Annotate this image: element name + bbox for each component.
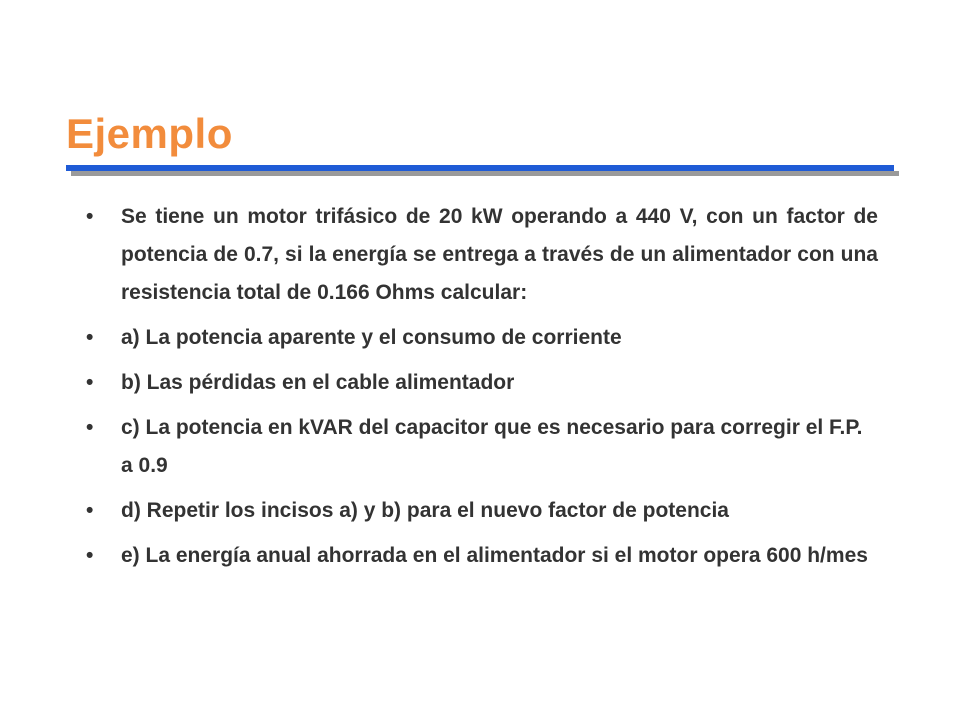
bullet-item-a xyxy=(86,319,878,357)
bullet-icon: • xyxy=(86,544,94,567)
bullet-text: d) Repetir los incisos a) y b) para el nuevo factor de potencia xyxy=(121,499,729,522)
bullet-item-d xyxy=(86,492,878,530)
bullet-item-e xyxy=(86,537,878,575)
title-rule xyxy=(66,165,894,171)
bullet-icon: • xyxy=(86,326,94,349)
bullet-icon: • xyxy=(86,205,94,228)
bullet-item-c xyxy=(86,409,878,485)
bullet-icon: • xyxy=(86,499,94,522)
bullet-text: b) Las pérdidas en el cable alimentador xyxy=(121,371,515,394)
bullet-text: Se tiene un motor trifásico de 20 kW operando a 440 V, con un factor de potencia de 0.7, si la energía se entrega a través de un alimentador con una resistencia total de 0.166 Ohms calcular: xyxy=(121,205,878,304)
bullet-icon: • xyxy=(86,371,94,394)
bullet-icon: • xyxy=(86,416,94,439)
title-rule-shadow xyxy=(71,171,899,176)
slide-title: Ejemplo xyxy=(66,110,233,157)
bullet-text: a) La potencia aparente y el consumo de corriente xyxy=(121,326,622,349)
bullet-item-b xyxy=(86,364,878,402)
bullet-text: e) La energía anual ahorrada en el alimentador si el motor opera 600 h/mes xyxy=(121,544,868,567)
bullet-item-intro xyxy=(86,198,878,312)
bullet-text: c) La potencia en kVAR del capacitor que es necesario para corregir el F.P. a 0.9 xyxy=(121,416,863,477)
bullet-list xyxy=(86,198,878,582)
